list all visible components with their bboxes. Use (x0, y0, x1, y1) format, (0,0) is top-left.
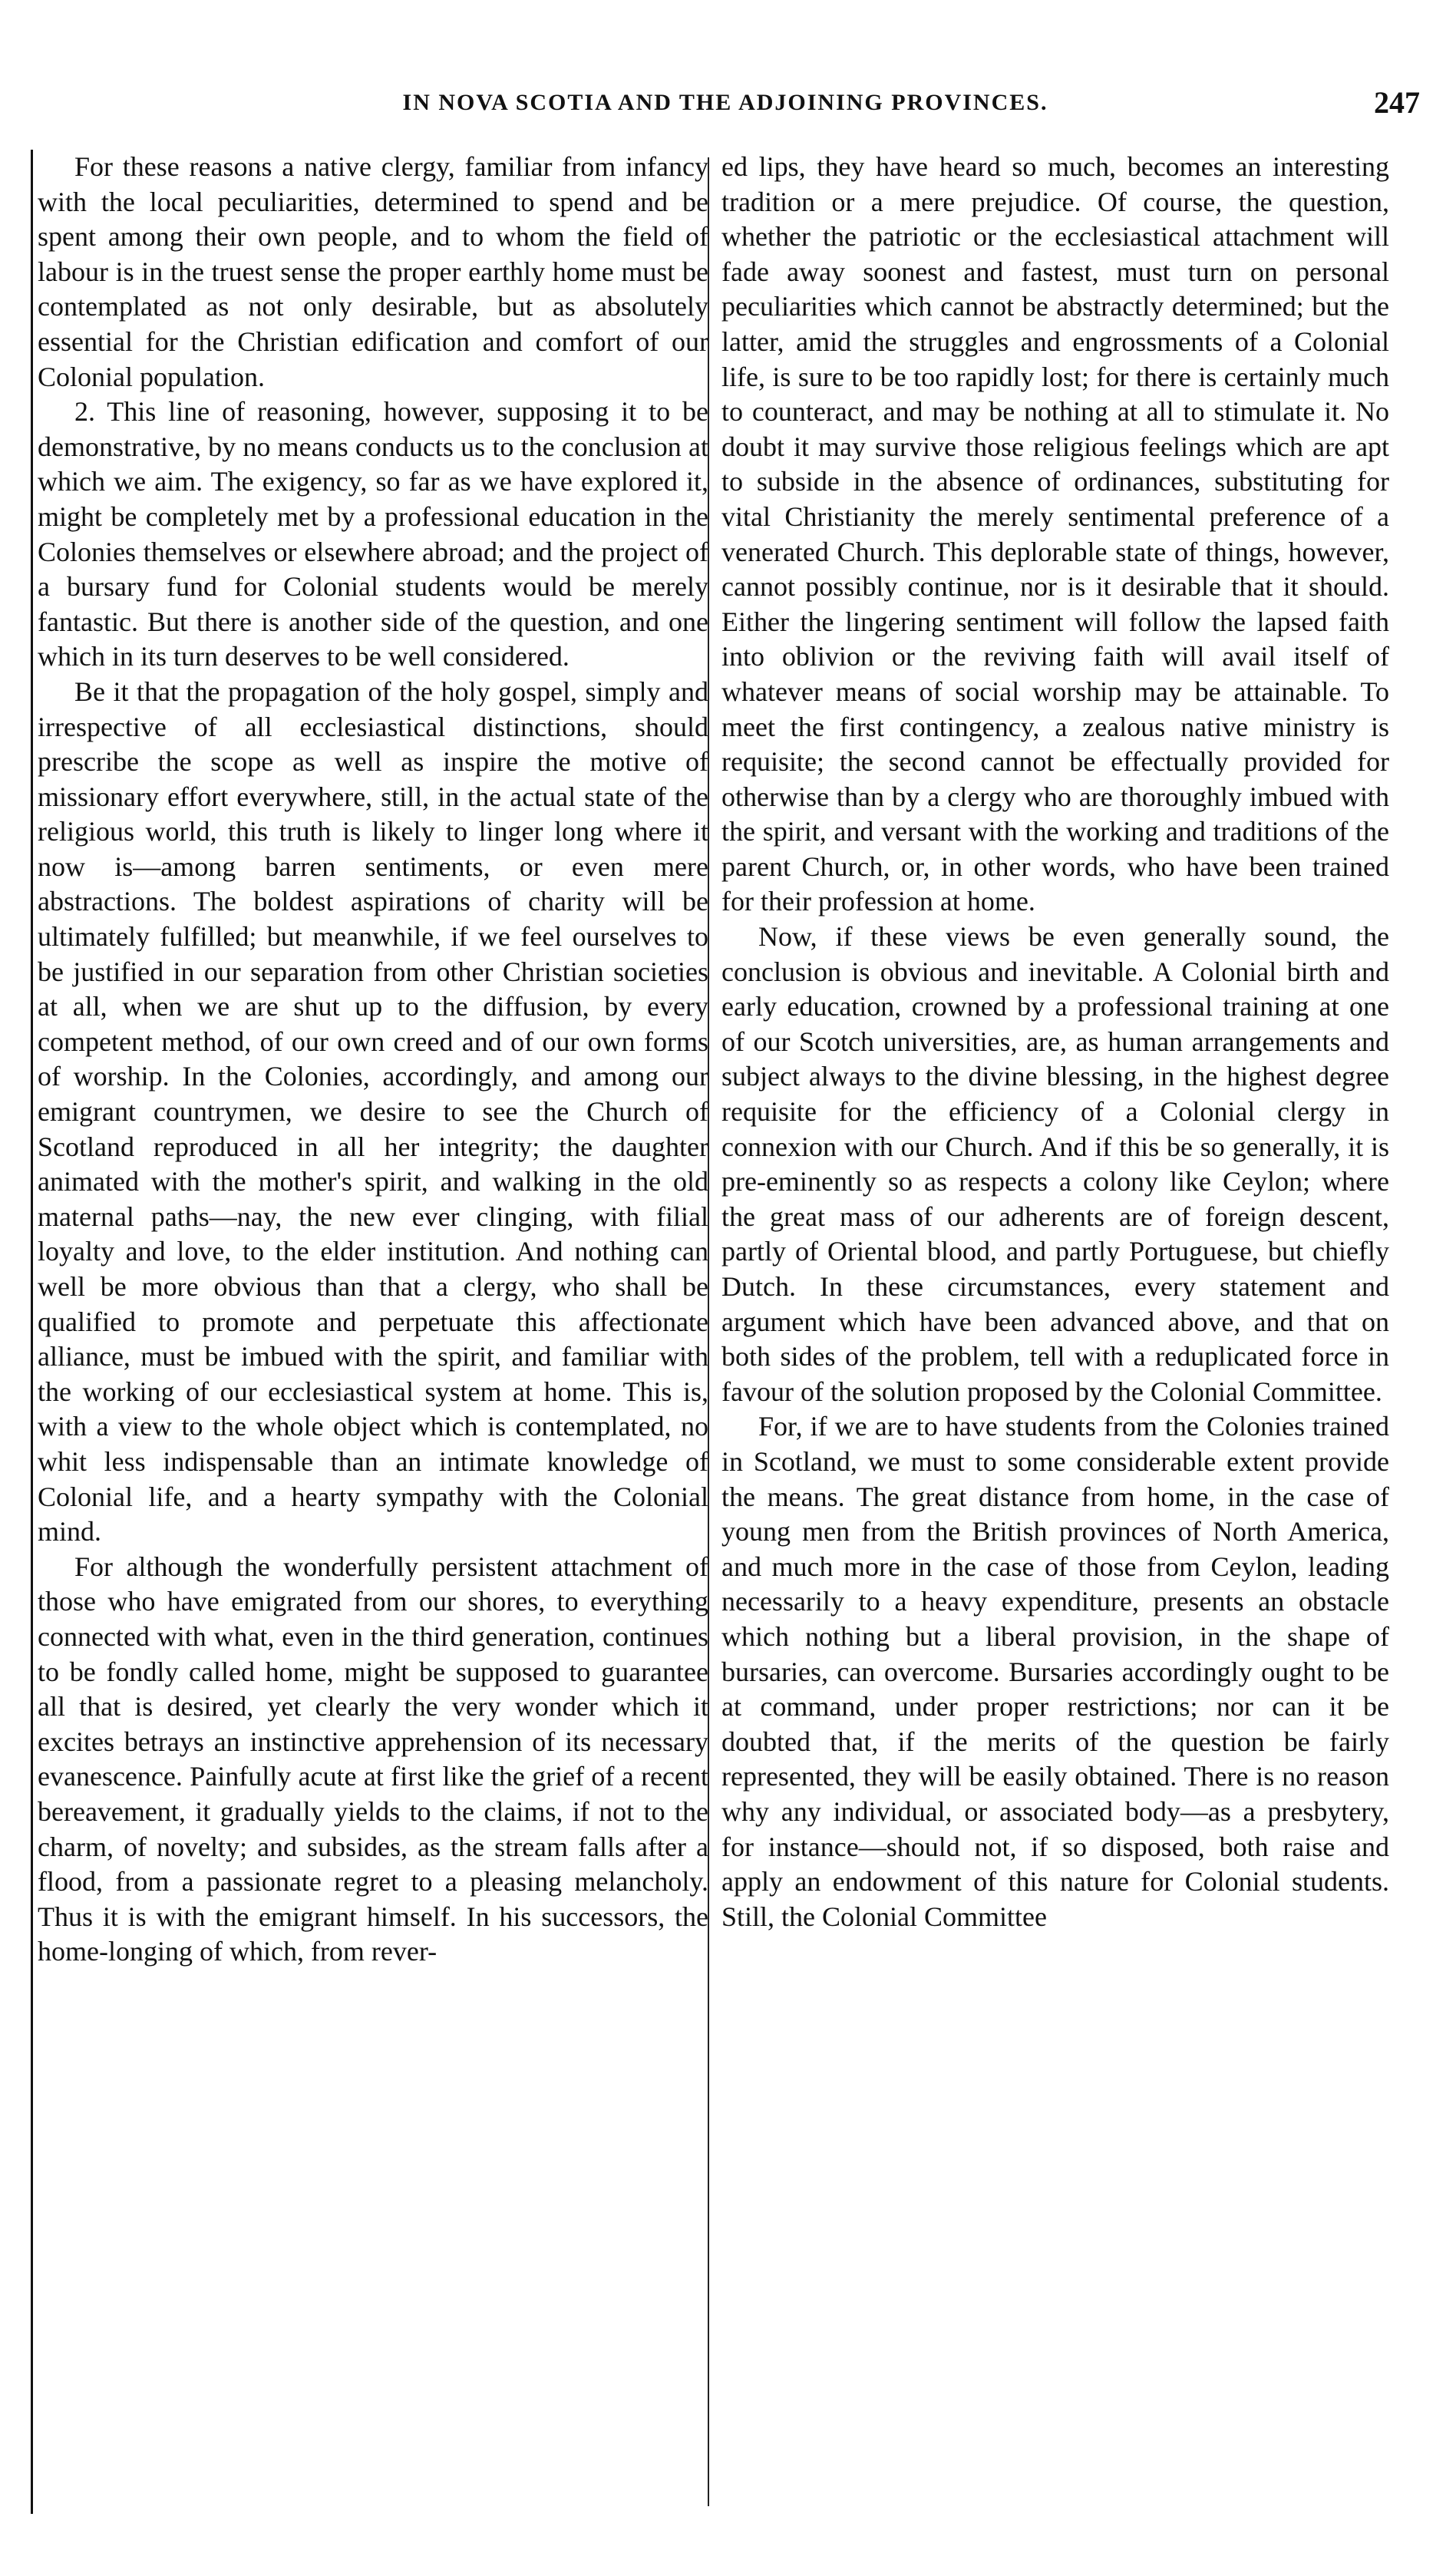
paragraph: Now, if these views be even generally sound, the conclusion is obvious and inevitable. A Colonial birth and early education, crowned by a professional training at one of our Scotch universities, are, as human arrangements and subject always to the divine blessing, in the highest degree requisite for the efficiency of a Colonial clergy in connexion with our Church. And if this be so generally, it is pre-eminently so as respects a colony like Ceylon; where the great mass of our adherents are of foreign descent, partly of Oriental blood, and partly Portuguese, but chiefly Dutch. In these circumstances, every statement and argument which have been advanced above, and that on both sides of the problem, tell with a reduplicated force in favour of the solution proposed by the Colonial Committee. (721, 921, 1389, 1407)
page-header (31, 80, 1420, 126)
left-column (31, 150, 708, 2514)
paragraph: For these reasons a native clergy, familiar from infancy with the local peculiarities, determined to spend and be spent among their own people, and to whom the field of labour is in the truest sense the proper earthly home must be contemplated as not only desirable, but as absolutely essential for the Christian edification and comfort of our Colonial population. (38, 151, 708, 392)
running-title: IN NOVA SCOTIA AND THE ADJOINING PROVINCES. (402, 90, 1048, 115)
paragraph: For, if we are to have students from the Colonies trained in Scotland, we must to some considerable extent provide the means. The great distance from home, in the case of young men from the British provinces of North America, and much more in the case of those from Ceylon, leading necessarily to a heavy expenditure, presents an obstacle which nothing but a liberal provision, in the shape of bursaries, can overcome. Bursaries accordingly ought to be at command, under proper restrictions; nor can it be doubted that, if the merits of the question be fairly represented, they will be easily obtained. There is no reason why any individual, or associated body—as a presbytery, for instance—should not, if so disposed, both raise and apply an endowment of this nature for Colonial students. Still, the Colonial Committee (721, 1411, 1389, 1932)
paragraph: 2. This line of reasoning, however, supposing it to be demonstrative, by no means conducts us to the conclusion at which we aim. The exigency, so far as we have explored it, might be completely met by a professional education in the Colonies themselves or elsewhere abroad; and the project of a bursary fund for Colonial students would be merely fantastic. But there is another side of the question, and one which in its turn deserves to be well considered. (38, 396, 708, 672)
paragraph: Be it that the propagation of the holy gospel, simply and irrespective of all ecclesiastical distinctions, should prescribe the scope as well as inspire the motive of missionary effort everywhere, still, in the actual state of the religious world, this truth is likely to linger long where it now is—among barren sentiments, or even mere abstractions. The boldest aspirations of charity will be ultimately fulfilled; but meanwhile, if we feel ourselves to be justified in our separation from other Christian societies at all, when we are shut up to the diffusion, by every competent method, of our own creed and of our own forms of worship. In the Colonies, accordingly, and among our emigrant countrymen, we desire to see the Church of Scotland reproduced in all her integrity; the daughter animated with the mother's spirit, and walking in the old maternal paths—nay, the new ever clinging, with filial loyalty and love, to the elder institution. And nothing can well be more obvious than that a clergy, who shall be qualified to promote and perpetuate this affectionate alliance, must be imbued with the spirit, and familiar with the working of our ecclesiastical system at home. This is, with a view to the whole object which is contemplated, no whit less indispensable than an intimate knowledge of Colonial life, and a hearty sympathy with the Colonial mind. (38, 675, 708, 1547)
right-column (721, 150, 1389, 2514)
paragraph-continued: ed lips, they have heard so much, becomes an interesting tradition or a mere prejudice. Of course, the question, whether the patriotic or the ecclesiastical attachment will fade away soonest and fastest, must turn on personal peculiarities which cannot be abstractly determined; but the latter, amid the struggles and engrossments of a Colonial life, is sure to be too rapidly lost; for there is certainly much to counteract, and may be nothing at all to stimulate it. No doubt it may survive those religious feelings which are apt to subside in the absence of ordinances, substituting for vital Christianity the merely sentimental preference of a venerated Church. This deplorable state of things, however, cannot possibly continue, nor is it desirable that it should. Either the lingering sentiment will follow the lapsed faith into oblivion or the reviving faith will avail itself of whatever means of social worship may be attainable. To meet the first contingency, a zealous native ministry is requisite; the second cannot be effectually provided for otherwise than by a clergy who are thoroughly imbued with the spirit, and versant with the working and traditions of the parent Church, or, in other words, who have been trained for their profession at home. (721, 151, 1389, 917)
page-number: 247 (1374, 85, 1420, 120)
paragraph: For although the wonderfully persistent attachment of those who have emigrated from our shores, to everything connected with what, even in the third generation, continues to be fondly called home, might be supposed to guarantee all that is desired, yet clearly the very wonder which it excites betrays an instinctive apprehension of its necessary evanescence. Painfully acute at first like the grief of a recent bereavement, it gradually yields to the claims, if not to the charm, of novelty; and subsides, as the stream falls after a flood, from a passionate regret to a pleasing melancholy. Thus it is with the emigrant himself. In his successors, the home-longing of which, from rever- (38, 1551, 708, 1967)
column-divider (708, 157, 709, 2506)
